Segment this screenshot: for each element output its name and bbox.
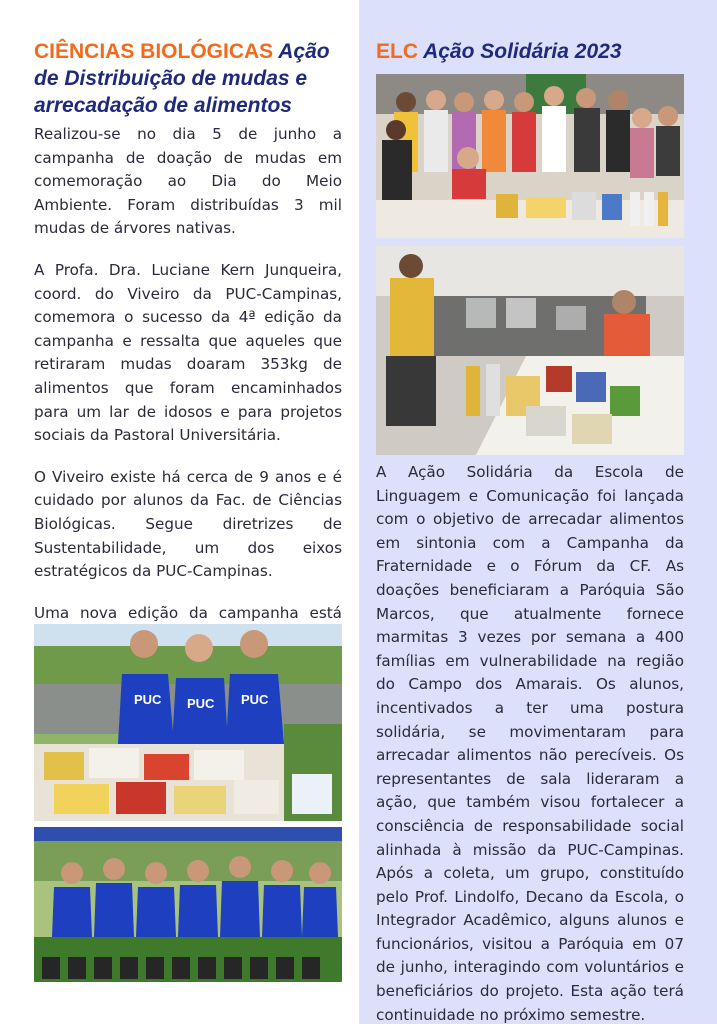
left-section-tag: CIÊNCIAS BIOLÓGICAS [34, 40, 274, 63]
right-article-heading [376, 38, 684, 65]
right-article-title: Ação Solidária 2023 [423, 40, 622, 63]
photo-group-with-seedlings [34, 827, 342, 982]
right-section-tag: ELC [376, 40, 418, 63]
left-paragraph-3: O Viveiro existe há cerca de 9 anos e é cuidado por alunos da Fac. de Ciências Biológicas. Segue diretrizes de Sustentabilidade, um dos eixos estratégicos da PUC-Campinas. [34, 467, 342, 581]
photo-volunteers-food-donations [34, 624, 342, 821]
right-article [376, 38, 684, 65]
right-paragraph: A Ação Solidária da Escola de Linguagem e Comunicação foi lançada com o objetivo de arrecadar alimentos em sintonia com a Campanha da Fraternidade e o Fórum da CF. As doações beneficiaram a Paróquia São Marcos, que atualmente fornece marmitas 3 vezes por semana a 400 famílias em vulnerabilidade na região do Campo dos Amarais. Os alunos, incentivados a ter uma postura solidária, se movimentaram para arrecadar alimentos não perecíveis. Os representantes de sala lideraram a ação, que também visou fortalecer a consciência de responsabilidade social alinhada à missão da PUC-Campinas. Após a coleta, um grupo, constituído pelo Prof. Lindolfo, Decano da Escola, o Integrador Acadêmico, alguns alunos e funcionários, visitou a Paróquia em 07 de junho, interagindo com voluntários e beneficiários do projeto. Esta ação terá continuidade no próximo semestre. [376, 463, 684, 1024]
right-article-body [376, 461, 684, 1027]
shirt-label-1: PUC [134, 692, 162, 707]
left-paragraph-2: A Profa. Dra. Luciane Kern Junqueira, coord. do Viveiro da PUC-Campinas, comemora o sucesso da 4ª edição da campanha e ressalta que aqueles que retiraram mudas doaram 353kg de alimentos que foram encaminhados para um lar de idosos e para projetos sociais da Pastoral Universitária. [34, 260, 342, 445]
photo-parish-kitchen [376, 246, 684, 455]
shirt-label-2: PUC [187, 696, 215, 711]
left-paragraph-4: Uma nova edição da campanha está [34, 603, 342, 622]
left-article [34, 38, 342, 649]
photo-elc-group-with-donations [376, 74, 684, 238]
left-article-title: Ação de Distribuição de mudas e arrecadação de alimentos [34, 40, 330, 117]
shirt-label-3: PUC [241, 692, 269, 707]
left-paragraph-1: Realizou-se no dia 5 de junho a campanha de doação de mudas em comemoração ao Dia do Meio Ambiente. Foram distribuídas 3 mil mudas de árvores nativas. [34, 125, 342, 238]
left-article-heading [34, 38, 342, 119]
